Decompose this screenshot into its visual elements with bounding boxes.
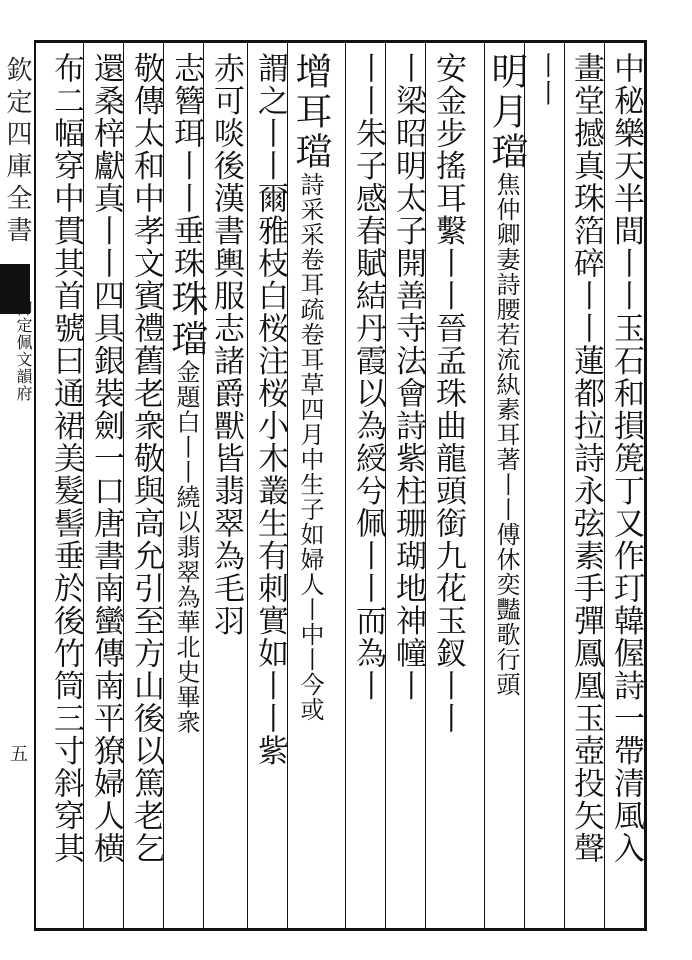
text-column: 敬傳太和中孝文賓禮舊老衆敬與高允引至方山後以篤老乞 — [128, 52, 164, 865]
gutter-folio: 五 — [10, 744, 28, 765]
text-column: 中秘樂天半間丨丨玉石和損箎丁又作玎韓偓詩一帶清風入 — [608, 52, 644, 865]
text-column: 丨丨 — [531, 52, 561, 107]
annotation: 金題白丨丨繞以翡翠為華北史畢衆 — [172, 359, 200, 735]
text-column: 還桑梓獻真丨丨四具銀裝劍一口唐書南蠻傳南平獠婦人横 — [88, 52, 124, 865]
headword: 增耳璫 — [289, 52, 332, 172]
gutter-title: 御定佩文韻府 — [14, 300, 33, 402]
text-column: 赤可啖後漢書輿服志諸爵獸皆翡翠為毛羽 — [208, 52, 244, 637]
annotation: 詩采采卷耳疏卷耳草四月中生子如婦人丨中丨今或 — [296, 172, 324, 722]
headword: 珠璫 — [165, 279, 208, 360]
text-column: 丨梁昭明太子開善寺法會詩紫柱珊瑚地神幢丨 — [390, 52, 426, 702]
text-column: 畫堂撼真珠箔碎丨丨蓮都拉詩永弦素手彈鳳凰玉壺投矢聲 — [568, 52, 604, 865]
annotation: 焦仲卿妻詩腰若流紈素耳著丨丨傅休奕豔歌行頭 — [492, 172, 520, 697]
headword: 明月璫 — [485, 52, 528, 172]
text-column: 謂之丨丨爾雅枝白桜注桜小木叢生有刺實如丨丨紫 — [252, 52, 288, 767]
column-divider — [345, 43, 346, 928]
text-column: 安金步搖耳繫丨丨晉孟珠曲龍頭銜九花玉釵丨丨 — [430, 52, 466, 735]
gutter-book-title: 欽定四庫全書 — [2, 56, 32, 248]
headword-column — [166, 52, 206, 922]
column-text: 志簪珥丨丨垂珠 — [168, 52, 204, 280]
frame-bottom-rule — [34, 928, 646, 931]
headword-column — [486, 52, 526, 922]
column-divider — [484, 43, 485, 928]
text-column: 丨丨朱子感春賦結丹霞以為綬兮佩丨丨而為丨 — [350, 52, 386, 702]
text-column: 布二幅穿中貫其首號曰通裙美髮髻垂於後竹筒三寸斜穿其 — [48, 52, 84, 865]
headword-column — [290, 52, 330, 922]
column-divider — [247, 43, 248, 928]
frame-top-rule — [34, 40, 646, 43]
